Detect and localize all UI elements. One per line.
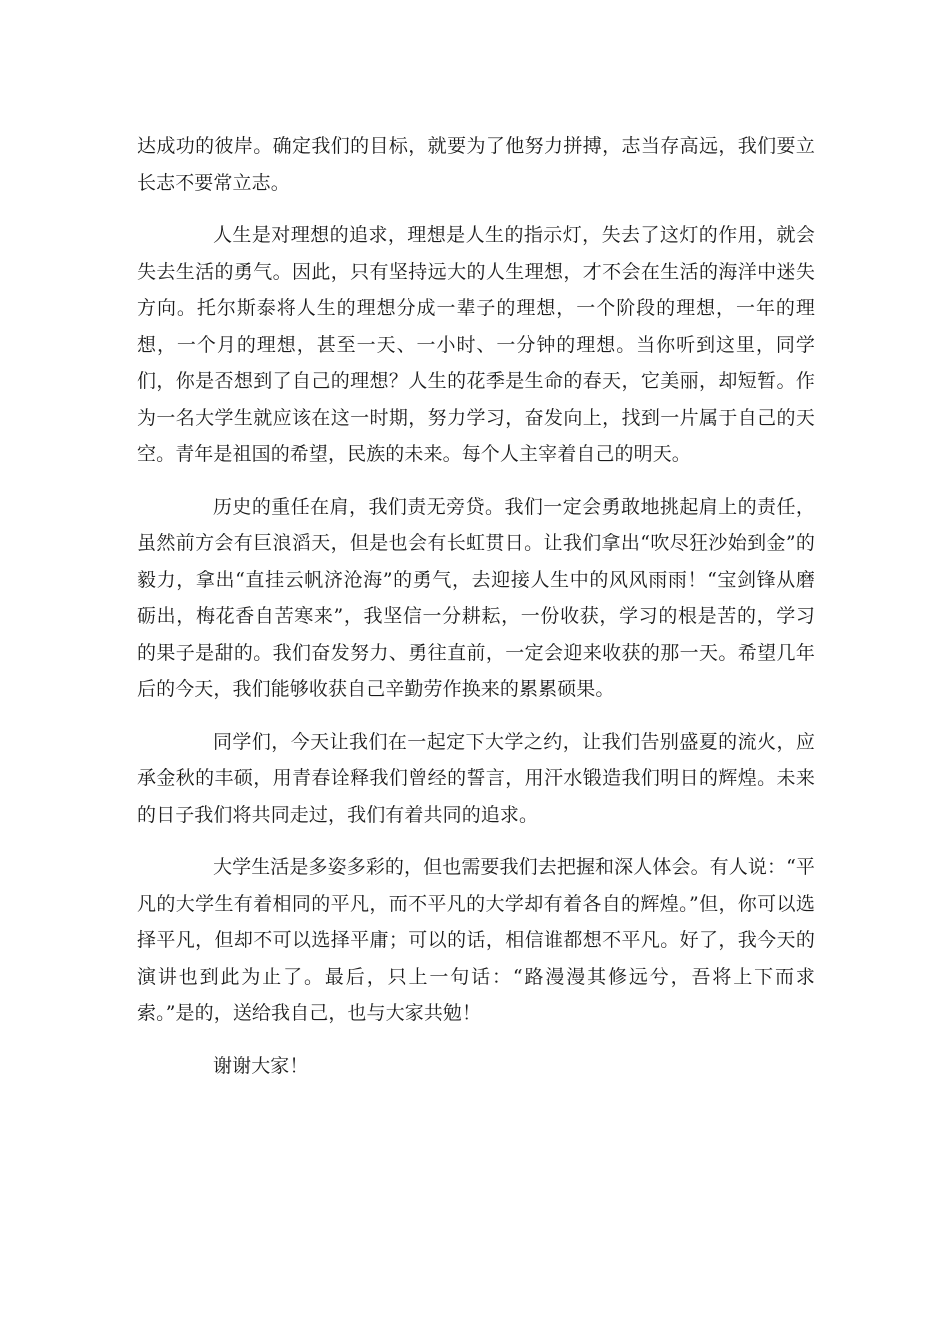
paragraph-4: 同学们，今天让我们在一起定下大学之约，让我们告别盛夏的流火，应承金秋的丰硕，用青春诠释我们曾经的誓言，用汗水锻造我们明日的辉煌。未来的日子我们将共同走过，我们有着共同的追求。 bbox=[137, 730, 815, 826]
closing-thanks: 谢谢大家！ bbox=[213, 1054, 309, 1077]
paragraph-3: 历史的重任在肩，我们责无旁贷。我们一定会勇敢地挑起肩上的责任，虽然前方会有巨浪滔天，但是也会有长虹贯日。让我们拿出“吹尽狂沙始到金”的毅力，拿出“直挂云帆济沧海”的勇气，去迎接人生中的风风雨雨！“宝剑锋从磨砺出，梅花香自苦寒来”，我坚信一分耕耘，一份收获，学习的根是苦的，学习的果子是甜的。我们奋发努力、勇往直前，一定会迎来收获的那一天。希望几年后的今天，我们能够收获自己辛勤劳作换来的累累硕果。 bbox=[137, 495, 815, 700]
paragraph-5: 大学生活是多姿多彩的，但也需要我们去把握和深人体会。有人说：“平凡的大学生有着相同的平凡，而不平凡的大学却有着各自的辉煌。”但，你可以选择平凡，但却不可以选择平庸；可以的话，相信谁都想不平凡。好了，我今天的演讲也到此为止了。最后，只上一句话：“路漫漫其修远兮，吾将上下而求索。”是的，送给我自己，也与大家共勉！ bbox=[137, 856, 815, 1024]
paragraph-2: 人生是对理想的追求，理想是人生的指示灯，失去了这灯的作用，就会失去生活的勇气。因此，只有坚持远大的人生理想，才不会在生活的海洋中迷失方向。托尔斯泰将人生的理想分成一辈子的理想，一个阶段的理想，一年的理想，一个月的理想，甚至一天、一小时、一分钟的理想。当你听到这里，同学们，你是否想到了自己的理想？人生的花季是生命的春天，它美丽，却短暂。作为一名大学生就应该在这一时期，努力学习，奋发向上，找到一片属于自己的天空。青年是祖国的希望，民族的未来。每个人主宰着自己的明天。 bbox=[137, 224, 815, 465]
document-page bbox=[137, 128, 815, 1100]
paragraph-1: 达成功的彼岸。确定我们的目标，就要为了他努力拼搏，志当存高远，我们要立长志不要常立志。 bbox=[137, 135, 815, 194]
